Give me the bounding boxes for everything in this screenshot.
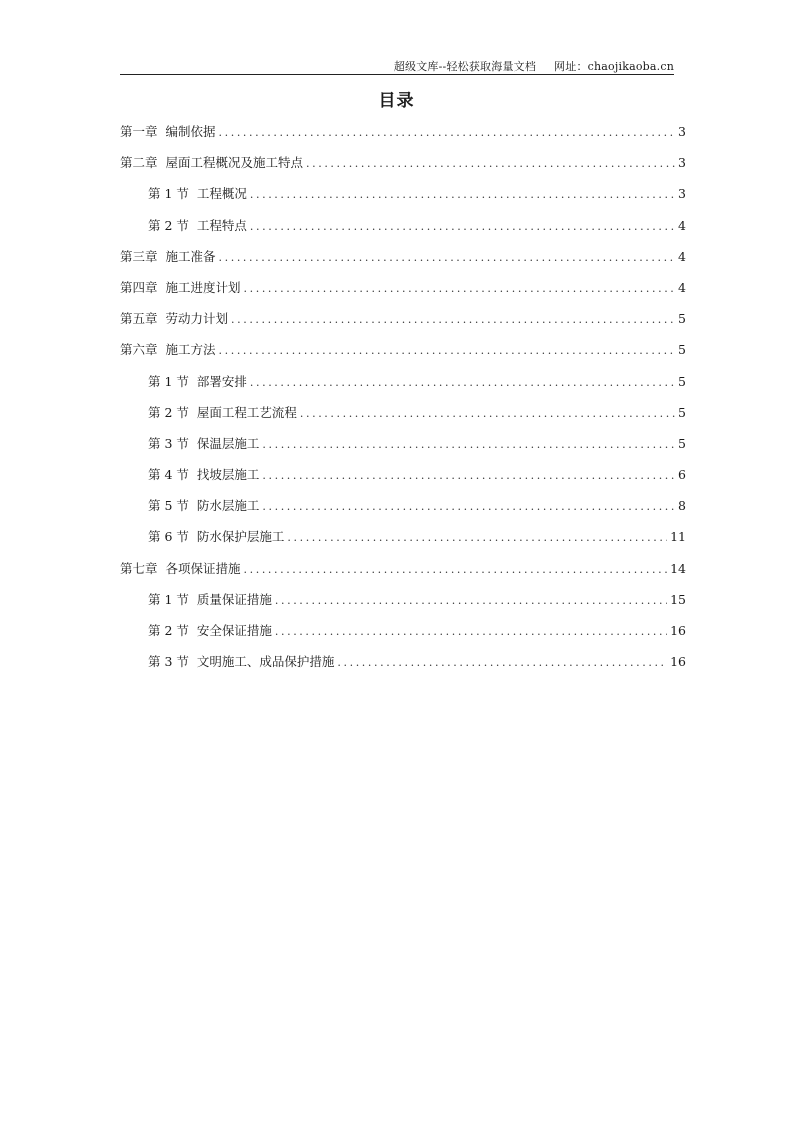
- toc-entry[interactable]: [120, 276, 686, 307]
- toc-entry-title: 编制依据: [165, 124, 216, 139]
- toc-entry-number: 第 6 节: [148, 529, 189, 545]
- toc-entry-page: 3: [678, 155, 686, 171]
- toc-entry-page: 8: [678, 498, 686, 514]
- toc-entry-number: 第三章: [120, 248, 158, 264]
- toc-entry-page: 5: [678, 342, 686, 358]
- toc-entry-page: 3: [678, 124, 686, 139]
- toc-entry-number: 第五章: [120, 311, 158, 327]
- header-text: [394, 58, 674, 74]
- toc-entry-number: 第七章: [120, 560, 158, 576]
- toc-entry-title: 质量保证措施: [196, 591, 272, 607]
- toc-entry-title: 文明施工、成品保护措施: [196, 654, 335, 670]
- toc-entry-page: 5: [678, 373, 686, 389]
- toc-entry-page: 4: [678, 248, 686, 264]
- toc-entry-label: [148, 432, 259, 456]
- toc-entry[interactable]: [120, 432, 686, 463]
- toc-entry-number: 第 3 节: [148, 654, 189, 670]
- toc-dot-leader: [250, 371, 675, 395]
- toc-entry-title: 屋面工程概况及施工特点: [165, 155, 304, 171]
- toc-entry[interactable]: [120, 650, 686, 681]
- header-site-name: 超级文库--轻松获取海量文档: [393, 60, 537, 73]
- toc-entry-title: 劳动力计划: [165, 311, 229, 327]
- toc-dot-leader: [306, 152, 675, 176]
- toc-entry[interactable]: [120, 588, 686, 619]
- toc-title: 目录: [378, 91, 415, 111]
- toc-entry-title: 各项保证措施: [165, 560, 241, 576]
- toc-entry-label: [120, 151, 303, 175]
- toc-entry[interactable]: [120, 307, 686, 338]
- toc-entry-page: 4: [678, 217, 686, 233]
- toc-entry[interactable]: [120, 370, 686, 401]
- toc-entry-number: 第 2 节: [148, 217, 189, 233]
- toc-entry-title: 保温层施工: [196, 435, 260, 451]
- toc-entry-number: 第四章: [120, 279, 158, 295]
- toc-dot-leader: [275, 620, 667, 644]
- toc-entry-label: [148, 214, 247, 238]
- toc-entry-page: 15: [670, 591, 686, 607]
- page-header: [120, 56, 674, 75]
- toc-dot-leader: [275, 589, 667, 613]
- toc-entry-number: 第 4 节: [148, 467, 189, 483]
- toc-dot-leader: [231, 308, 675, 332]
- table-of-contents: [120, 120, 686, 681]
- toc-entry-title: 施工进度计划: [165, 279, 241, 295]
- toc-entry-number: 第 2 节: [148, 404, 189, 420]
- toc-entry-title: 施工准备: [165, 248, 216, 264]
- toc-dot-leader: [262, 464, 675, 488]
- toc-entry[interactable]: [120, 120, 686, 151]
- toc-dot-leader: [219, 121, 675, 145]
- toc-entry[interactable]: [120, 245, 686, 276]
- toc-entry[interactable]: [120, 463, 686, 494]
- toc-entry-label: [148, 182, 247, 206]
- toc-entry[interactable]: [120, 557, 686, 588]
- toc-entry-number: 第 1 节: [148, 591, 189, 607]
- toc-entry-title: 施工方法: [165, 342, 216, 358]
- toc-entry-label: [120, 557, 241, 581]
- toc-dot-leader: [262, 495, 675, 519]
- toc-dot-leader: [244, 277, 675, 301]
- toc-entry[interactable]: [120, 525, 686, 556]
- toc-entry[interactable]: [120, 494, 686, 525]
- toc-entry-title: 屋面工程工艺流程: [196, 404, 297, 420]
- toc-entry-label: [120, 338, 216, 362]
- toc-entry-page: 5: [678, 404, 686, 420]
- toc-dot-leader: [219, 246, 675, 270]
- toc-entry[interactable]: [120, 151, 686, 182]
- toc-entry-label: [148, 463, 259, 487]
- toc-entry-title: 部署安排: [196, 373, 247, 389]
- toc-entry-number: 第 2 节: [148, 623, 189, 638]
- toc-entry-page: 5: [678, 435, 686, 451]
- toc-entry-number: 第六章: [120, 342, 158, 358]
- toc-entry-label: [120, 276, 241, 300]
- toc-entry-page: 16: [670, 654, 686, 670]
- toc-entry-page: 16: [670, 623, 686, 638]
- toc-entry-page: 6: [678, 467, 686, 483]
- toc-entry-title: 工程概况: [196, 186, 247, 202]
- toc-entry[interactable]: [120, 182, 686, 213]
- toc-entry-label: [148, 525, 284, 549]
- toc-entry-number: 第二章: [120, 155, 158, 171]
- toc-entry-label: [148, 494, 259, 518]
- toc-entry-label: [120, 307, 228, 331]
- toc-entry-label: [120, 245, 216, 269]
- toc-dot-leader: [262, 433, 675, 457]
- toc-dot-leader: [250, 183, 675, 207]
- toc-dot-leader: [300, 402, 675, 426]
- toc-dot-leader: [244, 558, 668, 582]
- header-url[interactable]: 网址：chaojikaoba.cn: [554, 60, 674, 73]
- toc-entry[interactable]: [120, 338, 686, 369]
- toc-entry[interactable]: [120, 619, 686, 650]
- toc-dot-leader: [337, 651, 667, 675]
- toc-entry-label: [148, 401, 297, 425]
- toc-entry-title: 防水层施工: [196, 498, 260, 514]
- toc-entry-page: 4: [678, 279, 686, 295]
- toc-entry[interactable]: [120, 214, 686, 245]
- toc-dot-leader: [219, 339, 675, 363]
- toc-entry-label: [148, 370, 247, 394]
- toc-entry-label: [148, 650, 334, 674]
- toc-entry-title: 安全保证措施: [196, 623, 272, 638]
- toc-entry-page: 14: [670, 560, 686, 576]
- toc-entry-page: 11: [670, 529, 686, 545]
- toc-entry-number: 第 1 节: [148, 186, 189, 202]
- toc-entry-title: 找坡层施工: [196, 467, 260, 483]
- toc-entry-title: 工程特点: [196, 217, 247, 233]
- toc-entry-number: 第 5 节: [148, 498, 189, 514]
- toc-dot-leader: [287, 526, 667, 550]
- toc-entry-label: [120, 120, 216, 144]
- toc-entry-page: 3: [678, 186, 686, 202]
- toc-entry-title: 防水保护层施工: [196, 529, 285, 545]
- toc-dot-leader: [250, 215, 675, 239]
- toc-entry-number: 第 3 节: [148, 435, 189, 451]
- toc-entry-label: [148, 588, 272, 612]
- toc-entry-label: [148, 619, 272, 643]
- toc-entry-page: 5: [678, 311, 686, 327]
- toc-entry-number: 第一章: [120, 124, 158, 139]
- toc-entry-number: 第 1 节: [148, 373, 189, 389]
- toc-entry[interactable]: [120, 401, 686, 432]
